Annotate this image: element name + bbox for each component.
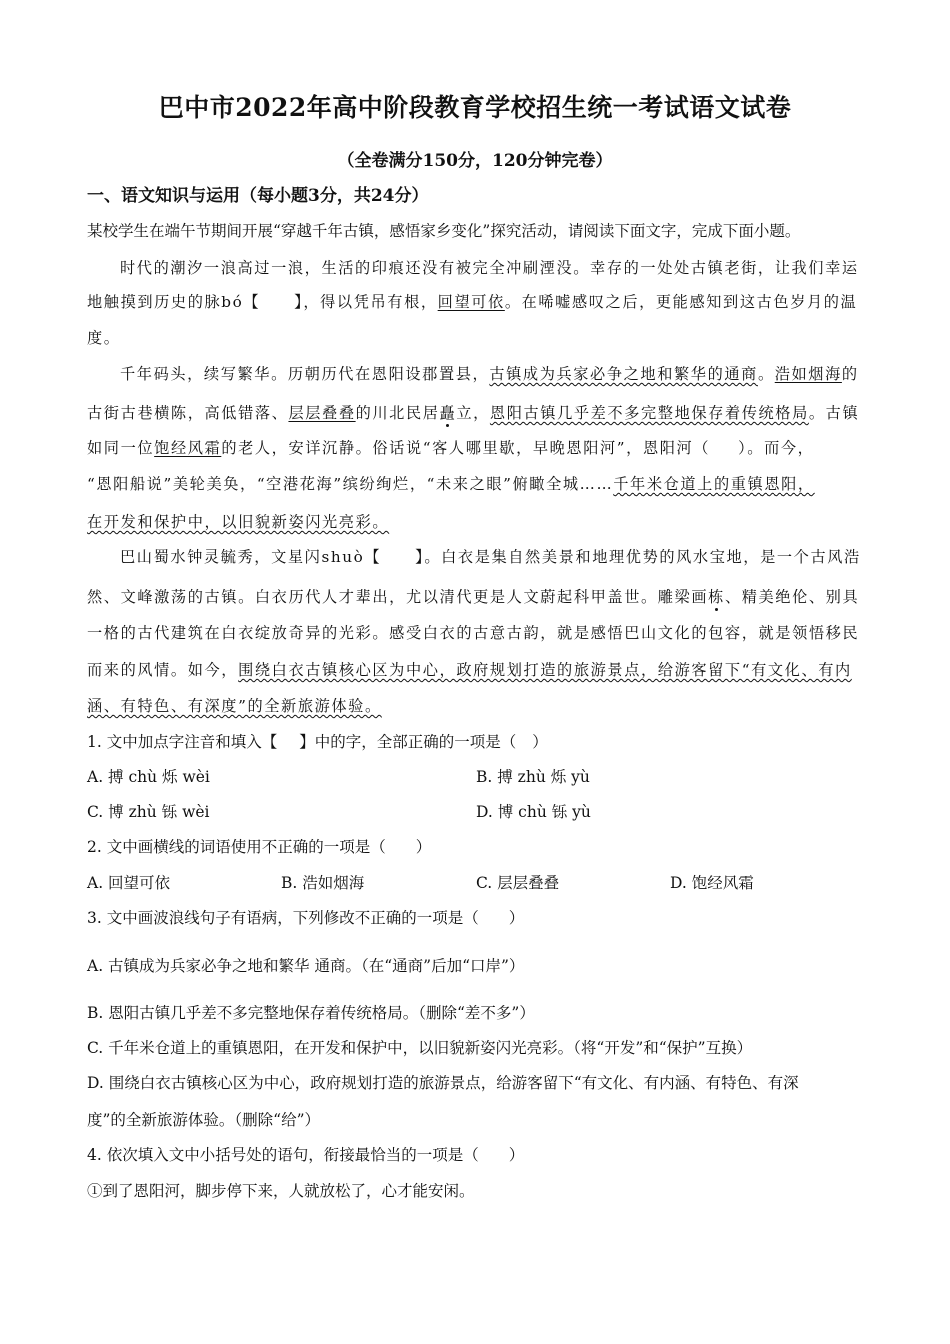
passage-line: “恩阳船说”美轮美奂，“空港花海”缤纷绚烂，“未来之眼”俯瞰全城……千年米仓道上的重镇恩阳， — [87, 475, 815, 493]
passage-line: 然、文峰激荡的古镇。白衣历代人才辈出，尤以清代更是人文蔚起科甲盖世。雕梁画栋、精美绝伦、别具 — [87, 588, 860, 606]
question-2-stem: 2. 文中画横线的词语使用不正确的一项是（ ） — [87, 838, 432, 856]
section-heading: 一、语文知识与运用（每小题3分，共24分） — [87, 186, 429, 206]
passage-line: 而来的风情。如今，围绕白衣古镇核心区为中心，政府规划打造的旅游景点，给游客留下“有文化、有内 — [87, 661, 852, 679]
passage-line: 古街古巷横陈，高低错落、层层叠叠的川北民居矗立，恩阳古镇几乎差不多完整地保存着传统格局。古镇 — [87, 404, 860, 422]
question-1-option-b[interactable]: B. 搏 zhù 烁 yù — [476, 768, 590, 786]
question-1-option-a[interactable]: A. 搏 chù 烁 wèi — [87, 768, 210, 786]
underlined-phrase: 饱经风霜 — [154, 439, 222, 457]
passage-line — [87, 695, 382, 716]
question-3-option-d-cont[interactable]: 度”的全新旅游体验。（删除“给”） — [87, 1111, 321, 1129]
wavy-sentence: 千年米仓道上的重镇恩阳， — [613, 475, 815, 493]
passage-line: 一格的古代建筑在白衣绽放奇异的光彩。感受白衣的古意古韵，就是感悟巴山文化的包容，就是领悟移民 — [87, 624, 860, 642]
question-3-option-b[interactable]: B. 恩阳古镇几乎差不多完整地保存着传统格局。（删除“差不多”） — [87, 1004, 535, 1022]
question-2-option-b[interactable]: B. 浩如烟海 — [281, 874, 365, 892]
dotted-character: 栋 — [708, 588, 725, 606]
passage-line: 巴山蜀水钟灵毓秀，文星闪shuò【 】。白衣是集自然美景和地理优势的风水宝地，是一个古风浩 — [120, 548, 861, 566]
question-2-option-d[interactable]: D. 饱经风霜 — [670, 874, 754, 892]
passage-line: 千年码头，续写繁华。历朝历代在恩阳设郡置县，古镇成为兵家必争之地和繁华的通商。浩如烟海的 — [120, 365, 859, 383]
underlined-phrase: 回望可依 — [437, 293, 505, 311]
underlined-phrase: 浩如烟海 — [774, 365, 842, 383]
wavy-sentence: 围绕白衣古镇核心区为中心，政府规划打造的旅游景点，给游客留下“有文化、有内 — [238, 661, 852, 679]
intro-text: 某校学生在端午节期间开展“穿越千年古镇，感悟家乡变化”探究活动，请阅读下面文字，完成下面小题。 — [87, 222, 801, 240]
wavy-sentence: 恩阳古镇几乎差不多完整地保存着传统格局 — [489, 404, 809, 422]
passage-line: 如同一位饱经风霜的老人，安详沉静。俗话说“客人哪里歇，早晚恩阳河”，恩阳河（ ）。而今， — [87, 439, 815, 457]
question-2-option-a[interactable]: A. 回望可依 — [87, 874, 171, 892]
passage-line — [87, 511, 389, 532]
question-2-option-c[interactable]: C. 层层叠叠 — [476, 874, 560, 892]
wavy-sentence: 古镇成为兵家必争之地和繁华的通商 — [489, 365, 758, 383]
question-3-option-c[interactable]: C. 千年米仓道上的重镇恩阳，在开发和保护中，以旧貌新姿闪光亮彩。（将“开发”和“保护”互换） — [87, 1039, 753, 1057]
wavy-sentence: 在开发和保护中，以旧貌新姿闪光亮彩。 — [87, 513, 390, 531]
underlined-phrase: 层层叠叠 — [288, 404, 356, 422]
question-1-stem: 1. 文中加点字注音和填入【 】中的字，全部正确的一项是（ ） — [87, 733, 548, 751]
question-3-stem: 3. 文中画波浪线句子有语病，下列修改不正确的一项是（ ） — [87, 909, 525, 927]
question-4-item-1: ①到了恩阳河，脚步停下来，人就放松了，心才能安闲。 — [87, 1182, 475, 1200]
question-1-option-d[interactable]: D. 博 chù 铄 yù — [476, 803, 591, 821]
page-title: 巴中市2022年高中阶段教育学校招生统一考试语文试卷 — [158, 93, 792, 122]
question-4-stem: 4. 依次填入文中小括号处的语句，衔接最恰当的一项是（ ） — [87, 1146, 525, 1164]
passage-line: 地触摸到历史的脉bó【 】，得以凭吊有根，回望可依。在唏嘘感叹之后，更能感知到这古色岁月的温 — [87, 293, 858, 311]
passage-line: 度。 — [87, 329, 121, 347]
question-3-option-a[interactable]: A. 古镇成为兵家必争之地和繁华 通商。（在“通商”后加“口岸”） — [87, 957, 525, 975]
wavy-sentence: 涵、有特色、有深度”的全新旅游体验。 — [87, 697, 382, 715]
question-1-option-c[interactable]: C. 博 zhù 铄 wèi — [87, 803, 210, 821]
dotted-character: 矗 — [439, 404, 457, 422]
question-3-option-d[interactable]: D. 围绕白衣古镇核心区为中心，政府规划打造的旅游景点，给游客留下“有文化、有内涵、有特色、有深 — [87, 1074, 799, 1092]
page-subtitle: （全卷满分150分，120分钟完卷） — [337, 151, 613, 171]
passage-line: 时代的潮汐一浪高过一浪，生活的印痕还没有被完全冲刷湮没。幸存的一处处古镇老街，让我们幸运 — [120, 259, 859, 277]
